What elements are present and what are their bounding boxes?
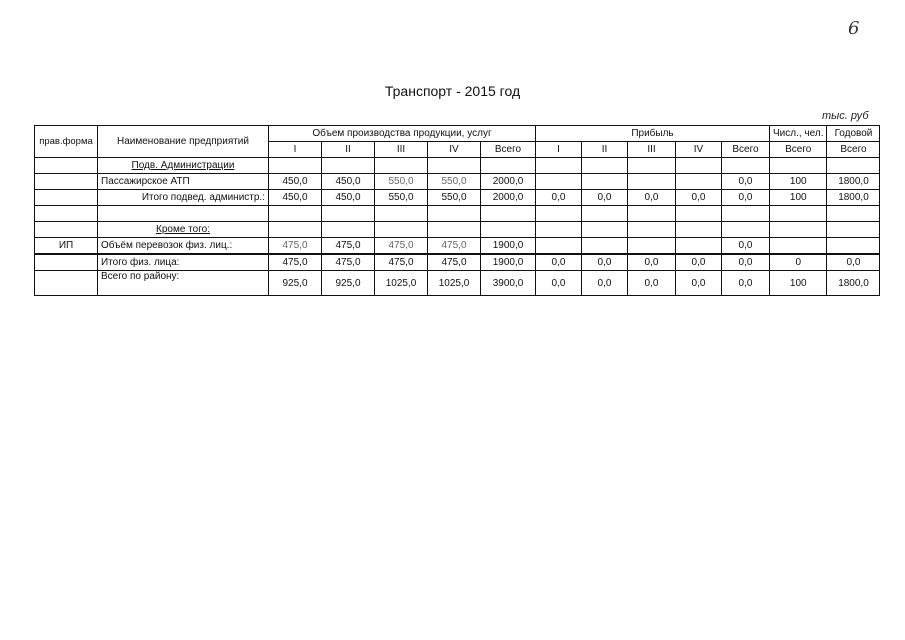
cell-value: 0 (770, 254, 827, 271)
cell-value: 0,0 (722, 190, 770, 206)
table-row (35, 238, 880, 255)
row-name: Пассажирское АТП (98, 174, 269, 190)
cell-value: 100 (770, 174, 827, 190)
cell-value: 0,0 (536, 254, 582, 271)
header-enterprise-name: Наименование предприятий (98, 126, 269, 158)
cell-value: 475,0 (322, 238, 375, 255)
header-headcount-total: Всего (770, 142, 827, 158)
cell-value: 475,0 (375, 254, 428, 271)
row-name: Всего по району: (98, 271, 269, 296)
cell-value: 100 (770, 190, 827, 206)
cell-value: 1900,0 (481, 254, 536, 271)
header-q1: I (269, 142, 322, 158)
header-profit-q4: IV (676, 142, 722, 158)
header-q4: IV (428, 142, 481, 158)
page-title: Транспорт - 2015 год (384, 83, 521, 99)
cell-value: 475,0 (375, 238, 428, 255)
cell-value: 0,0 (722, 254, 770, 271)
cell-value: 550,0 (428, 190, 481, 206)
header-profit-total: Всего (722, 142, 770, 158)
cell-value: 1025,0 (428, 271, 481, 296)
cell-value: 0,0 (628, 254, 676, 271)
legal-form-cell: ИП (35, 238, 98, 255)
table-row (35, 190, 880, 206)
cell-value: 0,0 (676, 271, 722, 296)
section-besides-label: Кроме того: (98, 222, 269, 238)
row-name: Итого подвед. администр.: (98, 190, 269, 206)
cell-value: 0,0 (536, 271, 582, 296)
cell-value: 0,0 (722, 271, 770, 296)
cell-value: 475,0 (428, 238, 481, 255)
cell-value: 0,0 (628, 271, 676, 296)
cell-value: 0,0 (722, 238, 770, 255)
cell-value: 0,0 (582, 271, 628, 296)
cell-value: 1800,0 (827, 271, 880, 296)
cell-value: 450,0 (269, 174, 322, 190)
row-name: Итого физ. лица: (98, 254, 269, 271)
cell-value: 1900,0 (481, 238, 536, 255)
header-total: Всего (481, 142, 536, 158)
cell-value: 475,0 (428, 254, 481, 271)
row-name: Объём перевозок физ. лиц.: (98, 238, 269, 255)
cell-value: 0,0 (827, 254, 880, 271)
cell-value: 1025,0 (375, 271, 428, 296)
header-profit-q3: III (628, 142, 676, 158)
cell-value: 925,0 (269, 271, 322, 296)
cell-value: 0,0 (722, 174, 770, 190)
cell-value: 550,0 (375, 190, 428, 206)
transport-report-table (34, 125, 880, 296)
cell-value: 475,0 (269, 238, 322, 255)
header-profit-q1: I (536, 142, 582, 158)
cell-value: 0,0 (536, 190, 582, 206)
header-annual: Годовой (827, 126, 880, 142)
cell-value: 475,0 (269, 254, 322, 271)
header-q2: II (322, 142, 375, 158)
cell-value: 2000,0 (481, 190, 536, 206)
table-row (35, 254, 880, 271)
section-admin-label: Подв. Администрации (98, 158, 269, 174)
cell-value: 450,0 (322, 174, 375, 190)
cell-value: 475,0 (322, 254, 375, 271)
cell-value: 0,0 (582, 190, 628, 206)
header-production-volume: Объем производства продукции, услуг (269, 126, 536, 142)
cell-value: 925,0 (322, 271, 375, 296)
cell-value: 450,0 (322, 190, 375, 206)
cell-value: 2000,0 (481, 174, 536, 190)
header-headcount: Числ., чел. (770, 126, 827, 142)
table-row (35, 174, 880, 190)
page-number: 6 (848, 18, 860, 39)
cell-value: 100 (770, 271, 827, 296)
header-annual-total: Всего (827, 142, 880, 158)
units-label: тыс. руб (822, 110, 869, 122)
cell-value: 550,0 (375, 174, 428, 190)
header-legal-form: прав.форма (35, 126, 98, 158)
header-q3: III (375, 142, 428, 158)
table-row (35, 158, 880, 174)
table-row (35, 271, 880, 296)
cell-value: 0,0 (676, 254, 722, 271)
cell-value: 1800,0 (827, 190, 880, 206)
header-profit-q2: II (582, 142, 628, 158)
table-row (35, 206, 880, 222)
cell-value: 0,0 (628, 190, 676, 206)
table-row (35, 222, 880, 238)
cell-value: 0,0 (582, 254, 628, 271)
cell-value: 450,0 (269, 190, 322, 206)
header-profit: Прибыль (536, 126, 770, 142)
cell-value: 550,0 (428, 174, 481, 190)
cell-value: 3900,0 (481, 271, 536, 296)
cell-value: 0,0 (676, 190, 722, 206)
cell-value: 1800,0 (827, 174, 880, 190)
